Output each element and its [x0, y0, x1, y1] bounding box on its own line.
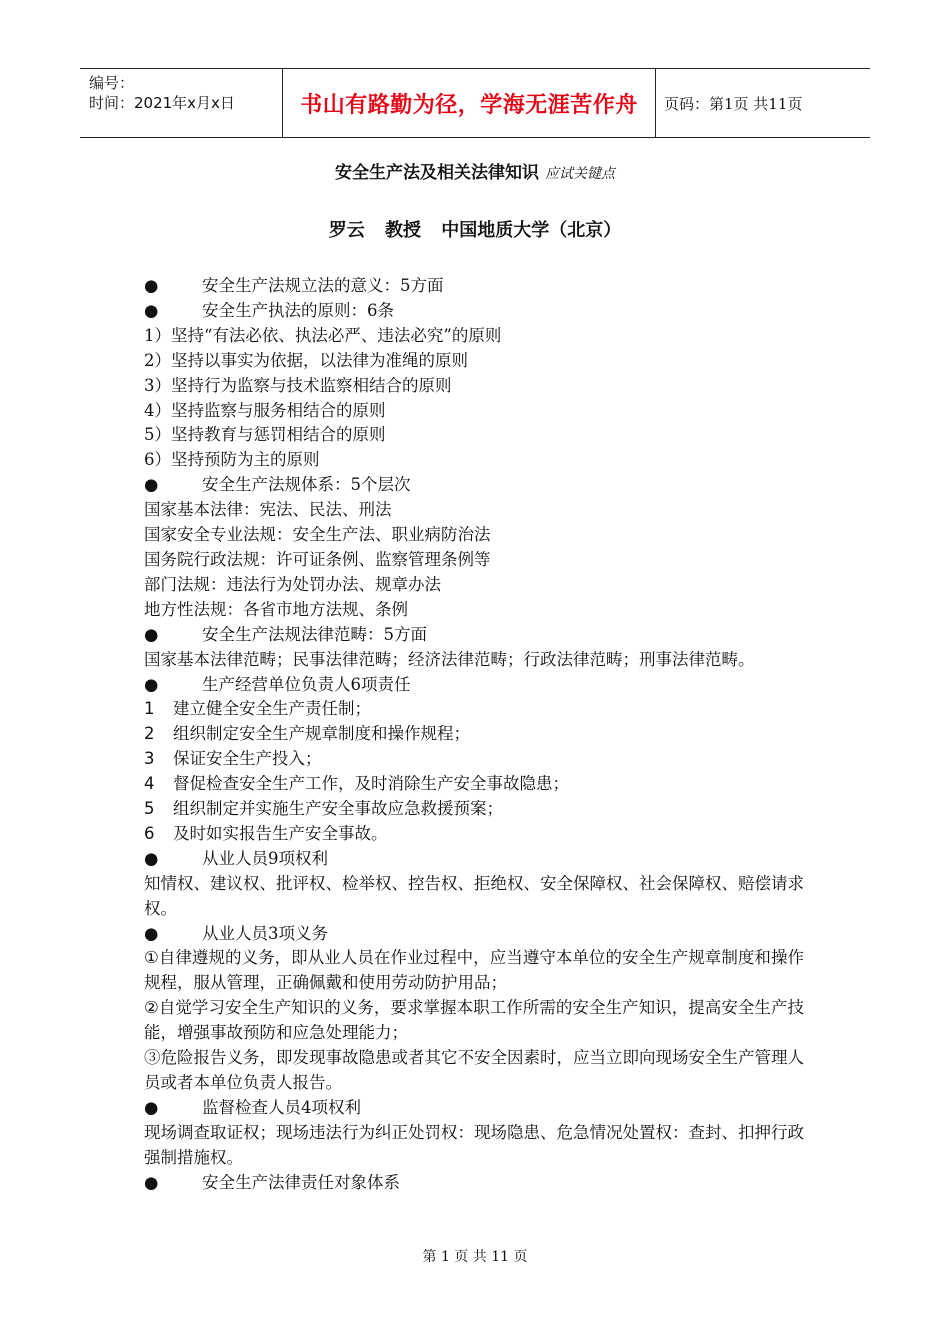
- item-text: 组织制定安全生产规章制度和操作规程；: [173, 724, 470, 744]
- numbered-item: [144, 797, 804, 822]
- bullet-dot-icon: ●: [144, 1097, 159, 1117]
- document-body: [144, 274, 804, 1196]
- bullet-heading: [144, 623, 804, 648]
- bullet-dot-icon: ●: [144, 1172, 159, 1192]
- body-paragraph: 知情权、建议权、批评权、检举权、控告权、拒绝权、安全保障权、社会保障权、赔偿请求权。: [144, 873, 804, 918]
- body-paragraph: 6）坚持预防为主的原则: [144, 450, 320, 470]
- header-motto: 书山有路勤为径，学海无涯苦作舟: [283, 69, 656, 137]
- header-number-label: 编号：: [89, 74, 135, 92]
- body-paragraph: 5）坚持教育与惩罚相结合的原则: [144, 425, 386, 445]
- body-paragraph: ①自律遵规的义务，即从业人员在作业过程中，应当遵守本单位的安全生产规章制度和操作规程，服从管理，正确佩戴和使用劳动防护用品；: [144, 948, 804, 993]
- bullet-heading: [144, 1096, 804, 1121]
- page-header: [80, 68, 870, 138]
- body-paragraph: ②自觉学习安全生产知识的义务，要求掌握本职工作所需的安全生产知识，提高安全生产技能，增强事故预防和应急处理能力；: [144, 998, 804, 1043]
- item-text: 督促检查安全生产工作，及时消除生产安全事故隐患；: [173, 774, 569, 794]
- item-number: 4: [144, 774, 155, 794]
- bullet-text: 监督检查人员4项权利: [202, 1097, 361, 1117]
- author-rank: 教授: [385, 220, 421, 241]
- bullet-dot-icon: ●: [144, 848, 159, 868]
- body-paragraph: 3）坚持行为监察与技术监察相结合的原则: [144, 375, 452, 395]
- body-paragraph: 部门法规：违法行为处罚办法、规章办法: [144, 574, 441, 594]
- bullet-dot-icon: ●: [144, 475, 159, 495]
- item-number: 1: [144, 699, 155, 719]
- bullet-text: 生产经营单位负责人6项责任: [202, 674, 411, 694]
- bullet-heading: [144, 922, 804, 947]
- bullet-dot-icon: ●: [144, 674, 159, 694]
- bullet-heading: [144, 673, 804, 698]
- page-footer: 第 1 页 共 11 页: [422, 1249, 528, 1265]
- numbered-item: [144, 822, 804, 847]
- body-paragraph: 国家基本法律：宪法、民法、刑法: [144, 500, 392, 520]
- numbered-item: [144, 697, 804, 722]
- bullet-heading: [144, 473, 804, 498]
- body-paragraph: 4）坚持监察与服务相结合的原则: [144, 400, 386, 420]
- bullet-text: 安全生产执法的原则：6条: [202, 300, 394, 320]
- item-text: 组织制定并实施生产安全事故应急救援预案；: [173, 799, 503, 819]
- body-paragraph: 国家安全专业法规：安全生产法、职业病防治法: [144, 525, 491, 545]
- bullet-text: 安全生产法规法律范畴：5方面: [202, 624, 427, 644]
- header-meta: [80, 69, 283, 137]
- body-paragraph: 地方性法规：各省市地方法规、条例: [144, 599, 408, 619]
- bullet-text: 安全生产法规立法的意义：5方面: [202, 276, 444, 295]
- numbered-item: [144, 747, 804, 772]
- item-number: 2: [144, 724, 155, 744]
- bullet-text: 安全生产法规体系：5个层次: [202, 475, 411, 495]
- bullet-text: 安全生产法律责任对象体系: [202, 1172, 400, 1192]
- bullet-heading: [144, 299, 804, 324]
- body-paragraph: 国务院行政法规：许可证条例、监察管理条例等: [144, 549, 491, 569]
- author-name: 罗云: [328, 220, 365, 241]
- bullet-text: 从业人员9项权利: [202, 848, 328, 868]
- bullet-dot-icon: ●: [144, 276, 159, 295]
- bullet-dot-icon: ●: [144, 300, 159, 320]
- title-main: 安全生产法及相关法律知识: [335, 163, 539, 183]
- numbered-item: [144, 772, 804, 797]
- header-page-label: 页码：第1页 共11页: [664, 94, 803, 113]
- document-title: [0, 158, 950, 183]
- item-number: 5: [144, 799, 155, 819]
- body-paragraph: ③危险报告义务，即发现事故隐患或者其它不安全因素时，应当立即向现场安全生产管理人员或者本单位负责人报告。: [144, 1048, 804, 1092]
- bullet-dot-icon: ●: [144, 923, 159, 943]
- item-text: 建立健全安全生产责任制；: [173, 699, 371, 719]
- body-paragraph: 2）坚持以事实为依据，以法律为准绳的原则: [144, 350, 468, 370]
- item-number: 3: [144, 749, 155, 769]
- numbered-item: [144, 722, 804, 747]
- bullet-heading: [144, 274, 804, 299]
- bullet-heading: [144, 847, 804, 872]
- author-affiliation: 中国地质大学（北京）: [441, 220, 622, 241]
- item-number: 6: [144, 823, 155, 843]
- bullet-dot-icon: ●: [144, 624, 159, 644]
- header-time-label: 时间：2021年x月x日: [89, 94, 235, 112]
- body-paragraph: 国家基本法律范畴；民事法律范畴；经济法律范畴；行政法律范畴；刑事法律范畴。: [144, 649, 755, 669]
- body-paragraph: 1）坚持“有法必依、执法必严、违法必究”的原则: [144, 325, 502, 345]
- bullet-text: 从业人员3项义务: [202, 923, 328, 943]
- body-paragraph: 现场调查取证权；现场违法行为纠正处罚权：现场隐患、危急情况处置权：查封、扣押行政强制措施权。: [144, 1122, 804, 1167]
- item-text: 及时如实报告生产安全事故。: [173, 823, 388, 843]
- title-subtitle: 应试关键点: [545, 166, 615, 182]
- bullet-heading: [144, 1171, 804, 1196]
- author-line: [0, 216, 950, 242]
- item-text: 保证安全生产投入；: [173, 749, 322, 769]
